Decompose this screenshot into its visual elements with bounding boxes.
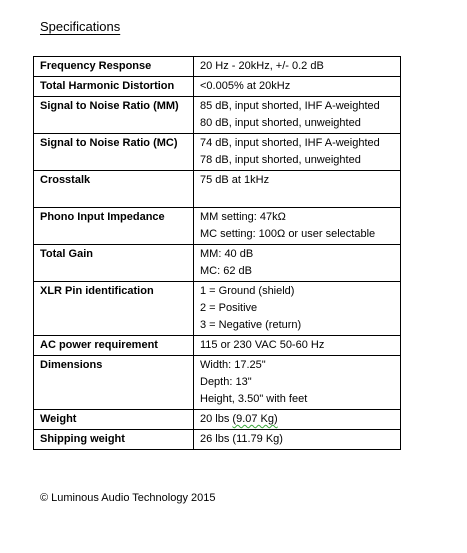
spec-value-line xyxy=(200,411,394,428)
spec-value-line: Depth: 13" xyxy=(200,376,252,388)
spec-value xyxy=(194,282,401,336)
spec-value-line: 78 dB, input shorted, unweighted xyxy=(200,154,361,166)
table-row xyxy=(34,410,401,430)
spec-value-line: MC: 62 dB xyxy=(200,265,252,277)
spec-value xyxy=(194,245,401,282)
spec-value-line xyxy=(200,189,394,206)
table-row xyxy=(34,134,401,171)
table-row xyxy=(34,97,401,134)
spec-label: Signal to Noise Ratio (MC) xyxy=(34,134,194,171)
spec-label: Total Harmonic Distortion xyxy=(34,77,194,97)
spec-label: Crosstalk xyxy=(34,171,194,208)
specifications-table xyxy=(33,56,401,450)
table-row xyxy=(34,208,401,245)
spec-label: Dimensions xyxy=(34,356,194,410)
spec-value xyxy=(194,134,401,171)
spec-value-line: 2 = Positive xyxy=(200,302,258,314)
weight-kg-text: (9.07 Kg) xyxy=(232,413,278,425)
spec-value-line: 26 lbs (11.79 Kg) xyxy=(200,433,283,445)
spec-value xyxy=(194,57,401,77)
spec-value-line: 80 dB, input shorted, unweighted xyxy=(200,117,361,129)
table-row xyxy=(34,356,401,410)
copyright-footer: © Luminous Audio Technology 2015 xyxy=(40,492,216,504)
table-row xyxy=(34,57,401,77)
spec-value-line: 74 dB, input shorted, IHF A-weighted xyxy=(200,137,380,149)
spec-value-line: 3 = Negative (return) xyxy=(200,319,302,331)
spec-value-line: MM setting: 47kΩ xyxy=(200,211,286,223)
table-row xyxy=(34,77,401,97)
spec-value-line: 115 or 230 VAC 50-60 Hz xyxy=(200,339,325,351)
spec-value xyxy=(194,208,401,245)
spec-value xyxy=(194,410,401,430)
spec-label: Total Gain xyxy=(34,245,194,282)
spec-label: Shipping weight xyxy=(34,430,194,450)
weight-lbs-text: 20 lbs xyxy=(200,413,233,425)
table-row xyxy=(34,245,401,282)
spec-value xyxy=(194,77,401,97)
spec-label: Signal to Noise Ratio (MM) xyxy=(34,97,194,134)
spec-label: AC power requirement xyxy=(34,336,194,356)
spec-value xyxy=(194,430,401,450)
spec-value xyxy=(194,336,401,356)
spec-value-line: 20 Hz - 20kHz, +/- 0.2 dB xyxy=(200,60,324,72)
spec-value-line: 1 = Ground (shield) xyxy=(200,285,295,297)
spec-value-line: <0.005% at 20kHz xyxy=(200,80,291,92)
spec-value-line: Width: 17.25" xyxy=(200,359,266,371)
spec-value-line: 85 dB, input shorted, IHF A-weighted xyxy=(200,100,380,112)
table-row xyxy=(34,171,401,208)
spec-value xyxy=(194,97,401,134)
spec-value-line: 75 dB at 1kHz xyxy=(200,174,270,186)
spec-value xyxy=(194,171,401,208)
spec-label: Frequency Response xyxy=(34,57,194,77)
spec-label: Phono Input Impedance xyxy=(34,208,194,245)
table-row xyxy=(34,430,401,450)
spec-label: XLR Pin identification xyxy=(34,282,194,336)
spec-value xyxy=(194,356,401,410)
table-row xyxy=(34,282,401,336)
spec-label: Weight xyxy=(34,410,194,430)
spec-value-line: MC setting: 100Ω or user selectable xyxy=(200,228,376,240)
table-row xyxy=(34,336,401,356)
page-title: Specifications xyxy=(40,19,121,34)
spec-value-line: MM: 40 dB xyxy=(200,248,254,260)
spec-value-line: Height, 3.50" with feet xyxy=(200,393,308,405)
